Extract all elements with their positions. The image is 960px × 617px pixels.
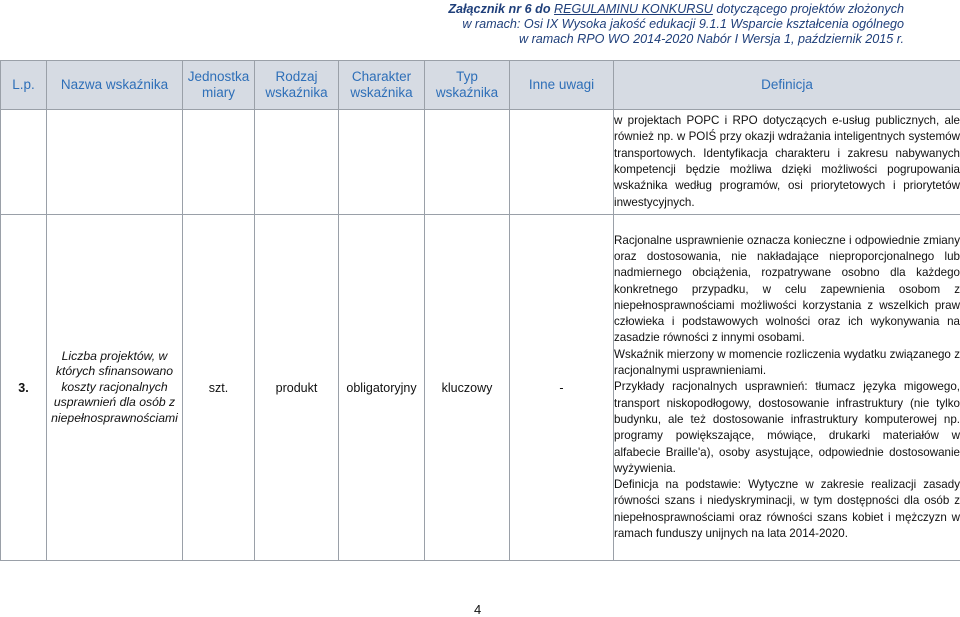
empty-cell [47,110,183,215]
document-header-note [448,2,904,46]
table-row-continuation [1,110,960,215]
empty-cell [1,110,47,215]
regulamin-link[interactable]: REGULAMINU KONKURSU [554,2,713,16]
table-header-row [1,61,960,110]
header-line1-rest: dotyczącego projektów złożonych [712,2,904,16]
indicator-name: Liczba projektów, w których sfinansowano koszty racjonalnych usprawnień dla osób z niepełnosprawnościami [47,215,183,561]
header-prefix: Załącznik nr 6 do [448,2,555,16]
col-header-notes: Inne uwagi [510,61,614,110]
header-line-3: w ramach RPO WO 2014-2020 Nabór I Wersja 1, październik 2015 r. [519,31,904,46]
definition-paragraph-1: Racjonalne usprawnienie oznacza konieczne i odpowiednie zmiany oraz dostosowania, nie nakładające nieproporcjonalnego lub nadmiernego obciążenia, rozpatrywane osobno dla każdego konkretnego przypadku, w celu zapewnienia osobom z niepełnosprawnościami możliwości korzystania z wszelkich praw człowieka i podstawowych wolności oraz ich wykonywania na zasadzie równości z innymi osobami. [614,233,960,345]
col-header-lp: L.p. [1,61,47,110]
col-header-type: Typ wskaźnika [425,61,510,110]
definition-paragraph-4: Definicja na podstawie: Wytyczne w zakresie realizacji zasady równości szans i niedyskryminacji, w tym dostępności dla osób z niepełnosprawnościami oraz równości szans kobiet i mężczyzn w ramach funduszy unijnych na lata 2014-2020. [614,478,960,541]
definition-paragraph-2: Wskaźnik mierzony w momencie rozliczenia wydatku związanego z racjonalnymi usprawnieniami. [614,347,960,378]
header-line-2: w ramach: Osi IX Wysoka jakość edukacji 9.1.1 Wsparcie kształcenia ogólnego [462,16,904,31]
page-number: 4 [474,602,482,617]
col-header-kind: Rodzaj wskaźnika [255,61,339,110]
empty-cell [339,110,425,215]
type-value: kluczowy [425,215,510,561]
indicators-table [0,60,960,561]
unit-value: szt. [183,215,255,561]
header-line-1 [448,2,904,17]
definition-continuation-text: w projektach POPC i RPO dotyczących e-usług publicznych, ale również np. w POIŚ przy okazji wdrażania inteligentnych systemów transportowych. Identyfikacja charakteru i zakresu nabywanych kompetencji będzie możliwa dzięki możliwości pogrupowania wskaźnika według programów, osi priorytetowych i priorytetów inwestycyjnych. [614,114,960,209]
col-header-definition: Definicja [614,61,960,110]
notes-value: - [510,215,614,561]
empty-cell [510,110,614,215]
table-row [1,215,960,561]
col-header-unit: Jednostka miary [183,61,255,110]
definition-cell [614,215,960,561]
col-header-character: Charakter wskaźnika [339,61,425,110]
empty-cell [183,110,255,215]
kind-value: produkt [255,215,339,561]
row-number: 3. [1,215,47,561]
col-header-name: Nazwa wskaźnika [47,61,183,110]
empty-cell [255,110,339,215]
definition-paragraph-3: Przykłady racjonalnych usprawnień: tłumacz języka migowego, transport niskopodłogowy, dostosowanie infrastruktury (nie tylko budynku, ale też dostosowanie infrastruktury komputerowej np. programy powiększające, mówiące, drukarki materiałów w alfabecie Braille'a), osoby asystujące, odpowiednie dostosowanie wyżywienia. [614,380,960,475]
empty-cell [425,110,510,215]
character-value: obligatoryjny [339,215,425,561]
definition-continuation [614,110,960,215]
